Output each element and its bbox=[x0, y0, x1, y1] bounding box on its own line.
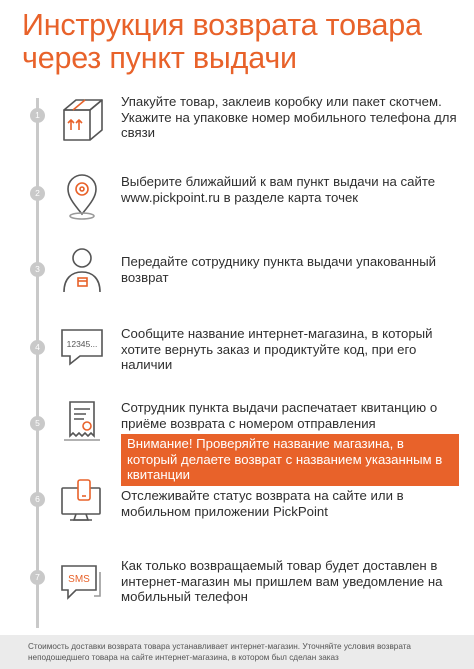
chat-code-icon-text: 12345... bbox=[66, 339, 98, 349]
step-number-3: 3 bbox=[30, 262, 45, 277]
sms-icon bbox=[56, 556, 108, 608]
package-icon bbox=[56, 94, 108, 146]
step-number-5: 5 bbox=[30, 416, 45, 431]
chat-code-icon bbox=[56, 320, 108, 372]
step-text-1: Упакуйте товар, заклеив коробку или пакет скотчем. Укажите на упаковке номер мобильного телефона для связи bbox=[121, 94, 457, 140]
step-text-7: Как только возвращаемый товар будет доставлен в интернет-магазин мы пришлем вам уведомление на мобильный телефон bbox=[121, 558, 443, 604]
step-number-2: 2 bbox=[30, 186, 45, 201]
step-text-3: Передайте сотруднику пункта выдачи упакованный возврат bbox=[121, 254, 437, 285]
receipt-icon bbox=[56, 396, 108, 448]
timeline-line bbox=[36, 98, 39, 628]
sms-icon-text: SMS bbox=[68, 574, 90, 585]
footer-note: Стоимость доставки возврата товара устанавливает интернет-магазин. Уточняйте условия возврата неподошедшего товара на сайте интернет-магазина, в котором был сделан заказ bbox=[0, 635, 474, 669]
location-pin-icon bbox=[56, 170, 108, 222]
step-number-7: 7 bbox=[30, 570, 45, 585]
step-number-4: 4 bbox=[30, 340, 45, 355]
computer-phone-icon bbox=[56, 476, 108, 528]
page-title: Инструкция возврата товара через пункт выдачи bbox=[22, 8, 422, 75]
step-number-6: 6 bbox=[30, 492, 45, 507]
step-text-4: Сообщите название интернет-магазина, в который хотите вернуть заказ и продиктуйте код, при его наличии bbox=[121, 326, 433, 372]
step-number-1: 1 bbox=[30, 108, 45, 123]
step-text-2: Выберите ближайший к вам пункт выдачи на сайте www.pickpoint.ru в разделе карта точек bbox=[121, 174, 436, 205]
step-text-5: Сотрудник пункта выдачи распечатает квитанцию о приёме возврата с номером отправления bbox=[121, 400, 438, 431]
step-text-6: Отслеживайте статус возврата на сайте или в мобильном приложении PickPoint bbox=[121, 488, 404, 519]
courier-person-icon bbox=[56, 244, 108, 296]
warning-banner: Внимание! Проверяйте название магазина, в который делаете возврат с названием указанным в квитанции bbox=[121, 434, 459, 486]
